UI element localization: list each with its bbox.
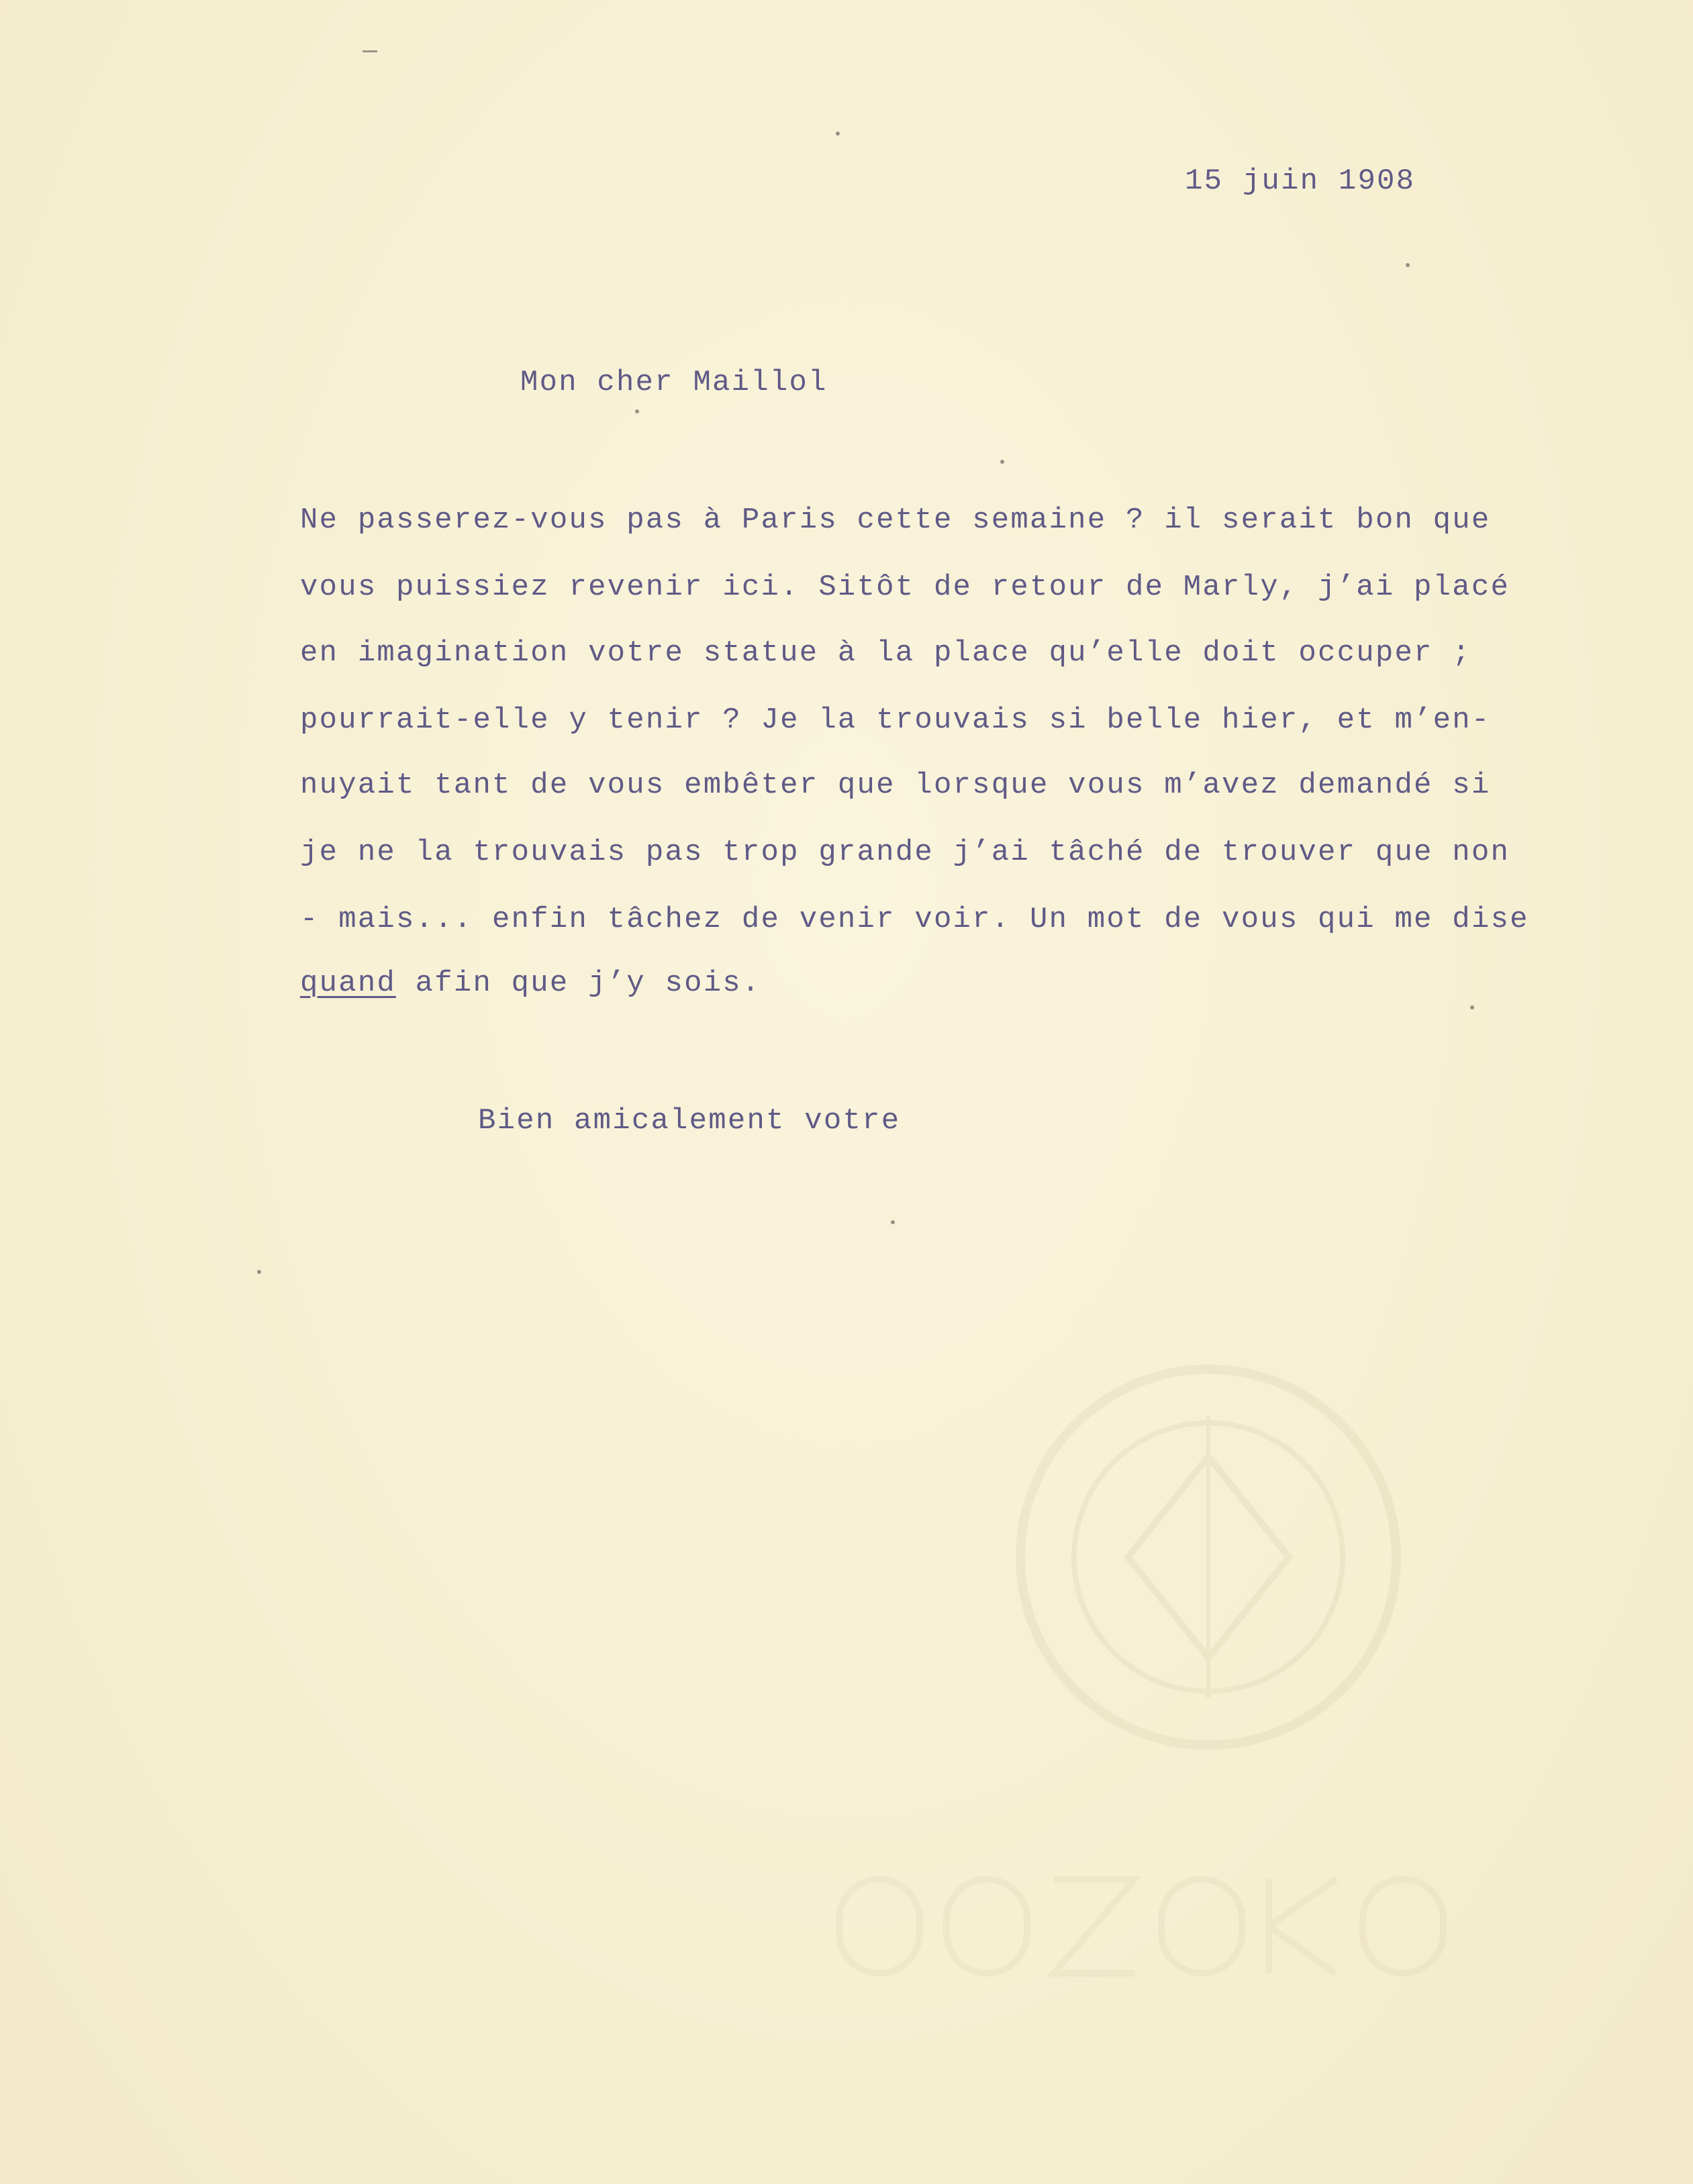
watermark-lettering [826,1852,1497,1987]
body-line-2: vous puissiez revenir ici. Sitôt de retour de Marly, j’ai placé [300,570,1510,604]
ink-speck [1470,1005,1474,1009]
underlined-word: quand [300,966,397,1000]
closing: Bien amicalement votre [478,1104,901,1138]
ink-speck [891,1220,895,1224]
body-line-8 [300,966,761,1000]
body-line-7: - mais... enfin tâchez de venir voir. Un mot de vous qui me dise [300,903,1529,936]
body-line-5: nuyait tant de vous embêter que lorsque vous m’avez demandé si [300,768,1491,802]
ink-speck [1406,263,1410,267]
last-line-rest: afin que j’y sois. [396,966,761,1000]
body-line-6: je ne la trouvais pas trop grande j’ai tâché de trouver que non [300,836,1510,869]
ink-speck [1000,460,1004,464]
ink-speck [635,409,639,413]
body-line-3: en imagination votre statue à la place qu’elle doit occuper ; [300,636,1471,670]
watermark-emblem [1007,1356,1410,1758]
ink-speck [836,132,840,136]
body-line-1: Ne passerez-vous pas à Paris cette semaine ? il serait bon que [300,503,1491,537]
ink-speck [257,1270,261,1274]
salutation: Mon cher Maillol [520,366,828,399]
letter-date: 15 juin 1908 [1185,164,1416,198]
body-line-4: pourrait-elle y tenir ? Je la trouvais si belle hier, et m’en- [300,703,1491,737]
paper-mark [362,50,377,52]
